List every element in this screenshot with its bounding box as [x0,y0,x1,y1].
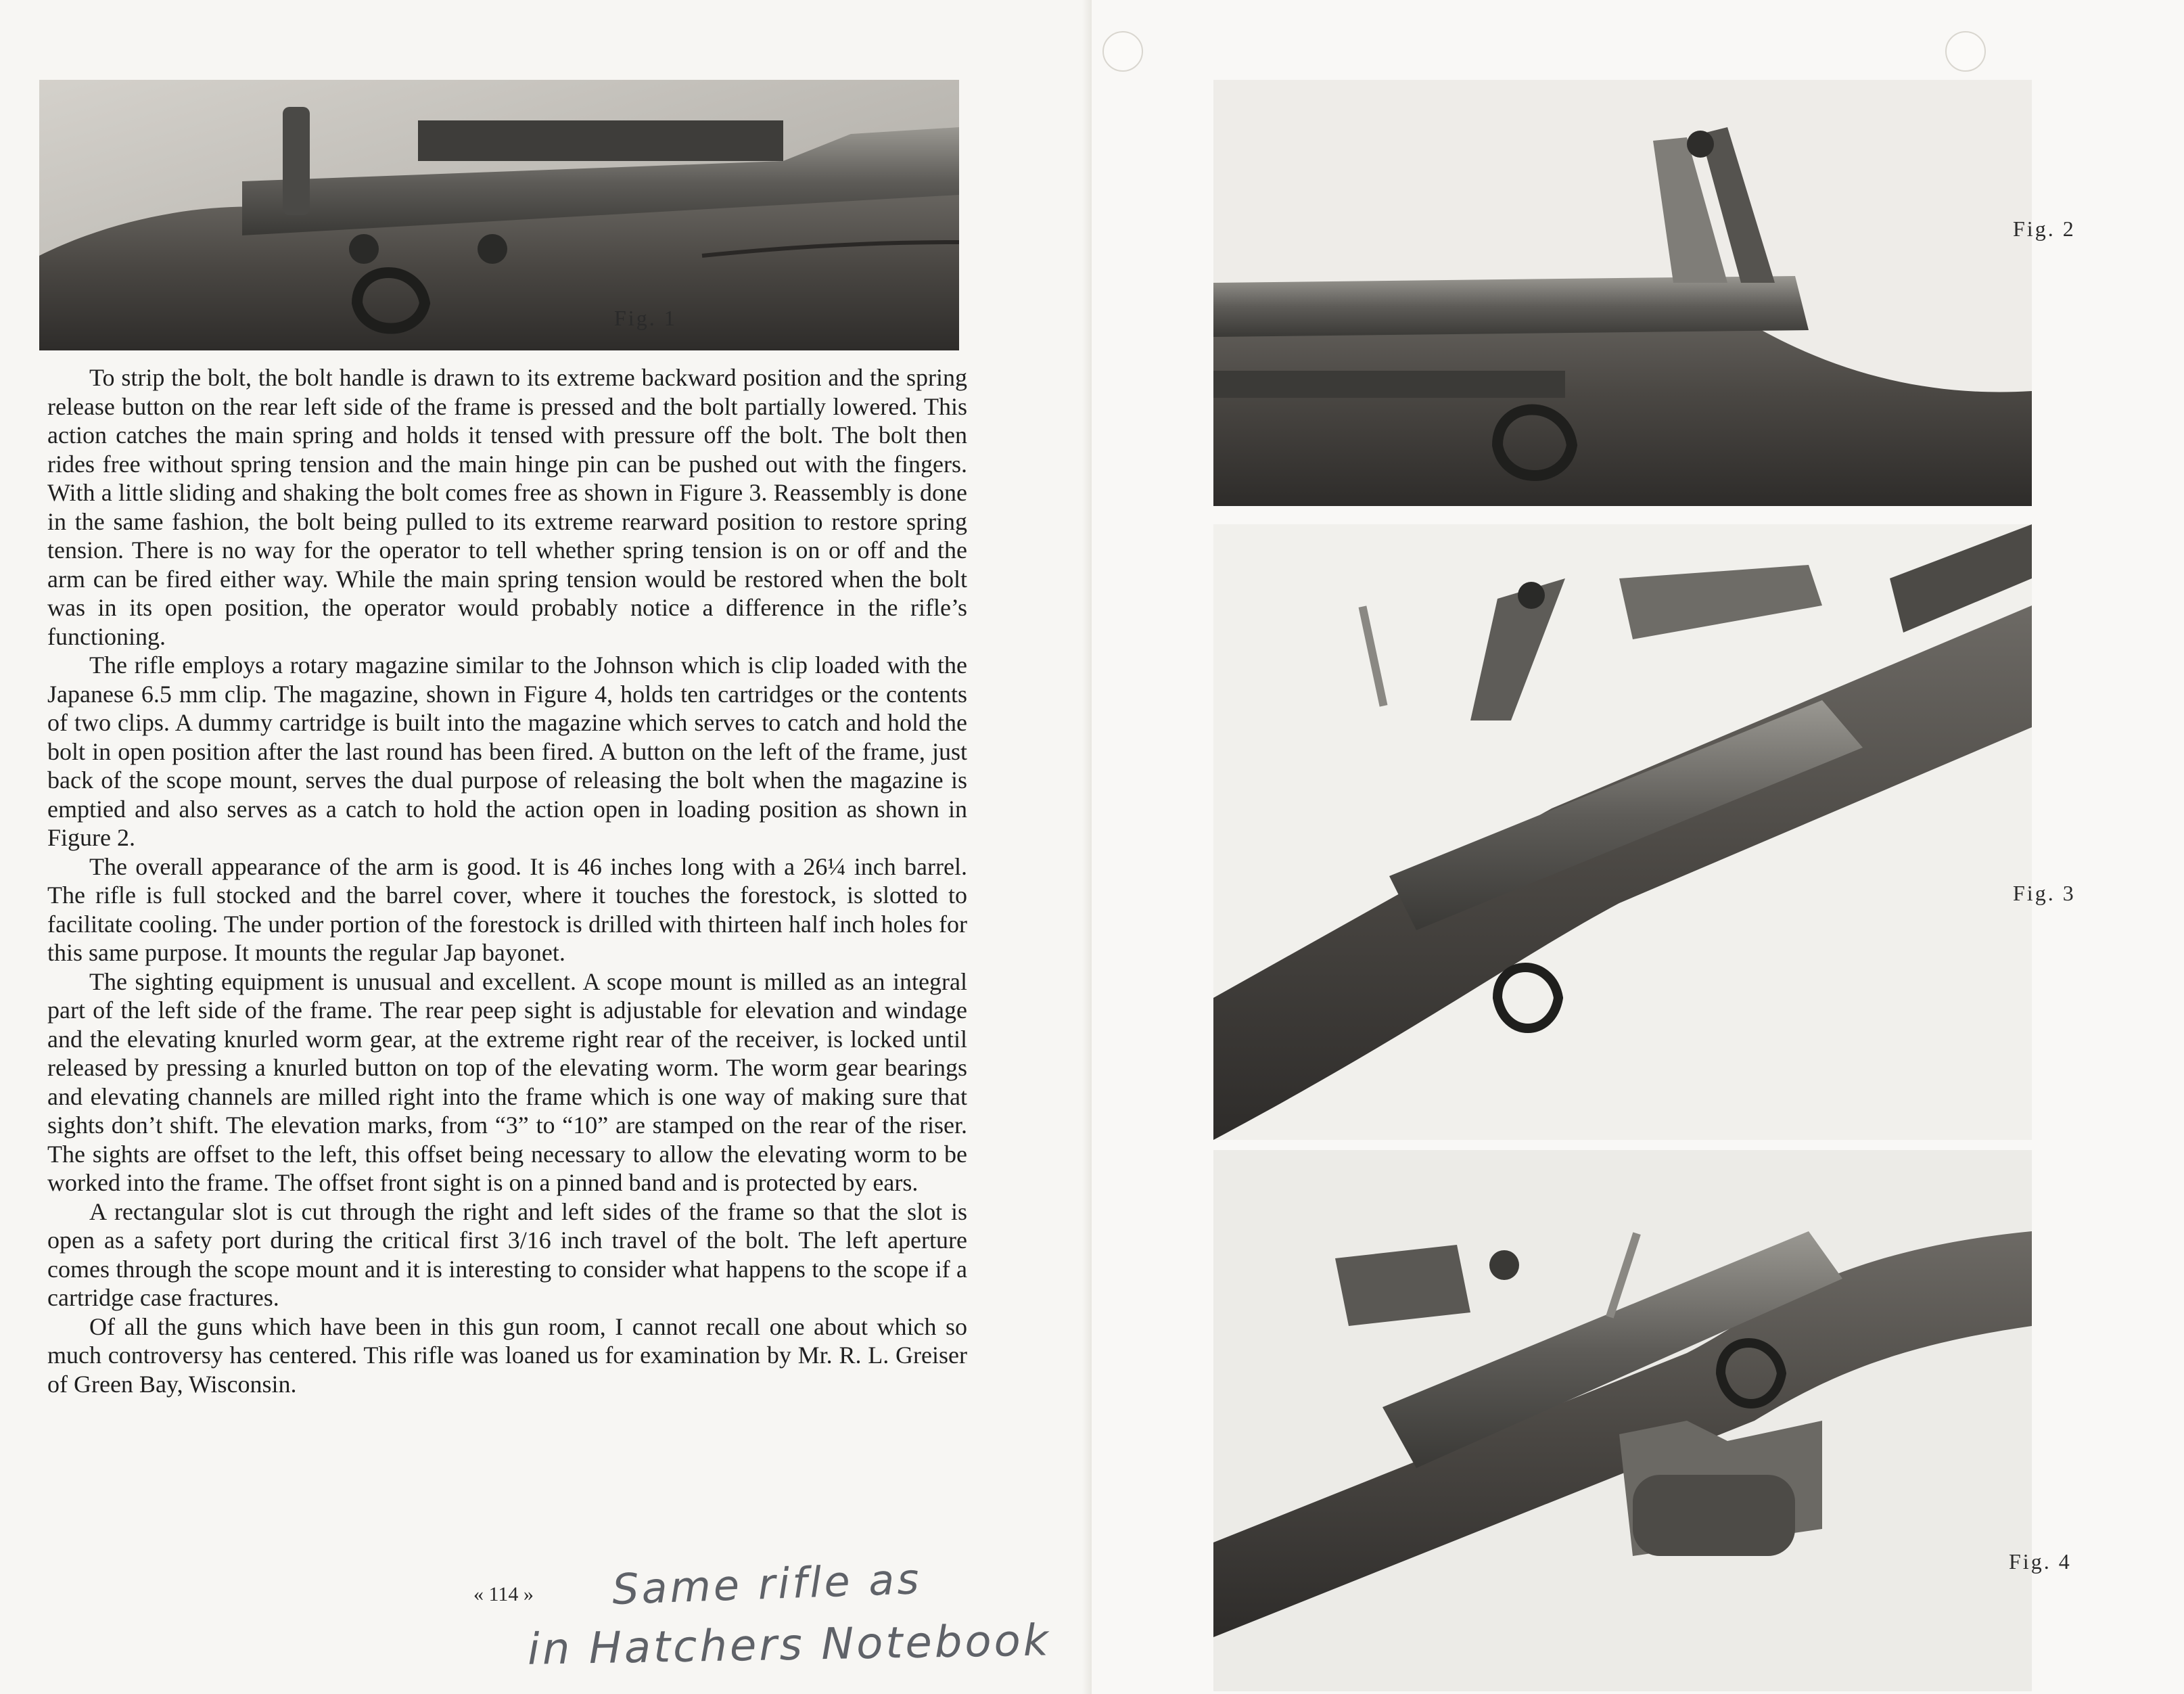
rifle-receiver-image [39,80,959,350]
paragraph: Of all the guns which have been in this gun room, I cannot recall one about which so much controversy has centered. This rifle was loaned us for examination by Mr. R. L. Greiser of Green Bay, Wisconsin. [47,1312,967,1398]
figure-1-caption: Fig. 1 [614,306,677,330]
figure-2-photo [1213,80,2032,506]
figure-3-photo [1213,524,2032,1140]
figure-2-caption: Fig. 2 [2013,216,2076,241]
page-number: « 114 » [473,1583,534,1605]
punch-hole [1945,31,1986,72]
paragraph: To strip the bolt, the bolt handle is drawn to its extreme backward position and the spring release button on the rear left side of the frame is pressed and the bolt partially lowered. This action catches the main spring and holds it tensed with pressure off the bolt. The bolt then rides free without spring tension and the main hinge pin can be pushed out with the fingers. With a little sliding and shaking the bolt comes free as shown in Figure 3. Reassembly is done in the same fashion, the bolt being pulled to its extreme rearward position to restore spring tension. There is no way for the operator to tell whether spring tension is on or off and the arm can be fired either way. While the main spring tension would be restored when the bolt was in its open position, the operator would probably notice a difference in the rifle’s functioning. [47,364,967,650]
right-page [1092,0,2184,1694]
article-body [47,363,967,1398]
figure-1-photo [39,80,959,350]
handwritten-note-line-2: in Hatchers Notebook [527,1616,1052,1675]
figure-4-photo [1213,1150,2032,1691]
handwritten-note-line-1: Same rifle as [611,1554,923,1614]
paragraph: The rifle employs a rotary magazine similar to the Johnson which is clip loaded with the Japanese 6.5 mm clip. The magazine, shown in Figure 4, holds ten cartridges or the contents of two clips. A dummy cartridge is built into the magazine which serves to catch and hold the bolt in open position after the last round has been fired. A button on the left of the frame, just back of the scope mount, serves the dual purpose of releasing the bolt when the magazine is emptied and also serves as a catch to hold the action open in loading position as shown in Figure 2. [47,651,967,851]
rifle-open-bolt-image [1213,80,2032,506]
rifle-magazine-removed-image [1213,1150,2032,1691]
figure-3-caption: Fig. 3 [2013,881,2076,905]
rifle-bolt-removed-image [1213,524,2032,1140]
paragraph: The sighting equipment is unusual and excellent. A scope mount is milled as an integral part of the left side of the frame. The rear peep sight is adjustable for elevation and windage and the elevating knurled worm gear, at the extreme right rear of the receiver, is locked until released by pressing a knurled button on top of the elevating worm. The worm gear bearings and elevating channels are milled right into the frame which is one way of making sure that sights don’t shift. The elevation marks, from “3” to “10” are stamped on the rear of the riser. The sights are offset to the left, this offset being necessary to allow the elevating worm to be worked into the frame. The offset front sight is on a pinned band and is protected by ears. [47,967,967,1196]
punch-hole [1102,31,1143,72]
paragraph: A rectangular slot is cut through the right and left sides of the frame so that the slot is open as a safety port during the critical first 3/16 inch travel of the bolt. The left aperture comes through the scope mount and it is interesting to consider what happens to the scope if a cartridge case fractures. [47,1197,967,1311]
figure-4-caption: Fig. 4 [2009,1549,2072,1574]
paragraph: The overall appearance of the arm is good. It is 46 inches long with a 26¼ inch barrel. The rifle is full stocked and the barrel cover, where it touches the forestock, is slotted to facilitate cooling. The under portion of the forestock is drilled with thirteen half inch holes for this same purpose. It mounts the regular Jap bayonet. [47,852,967,966]
